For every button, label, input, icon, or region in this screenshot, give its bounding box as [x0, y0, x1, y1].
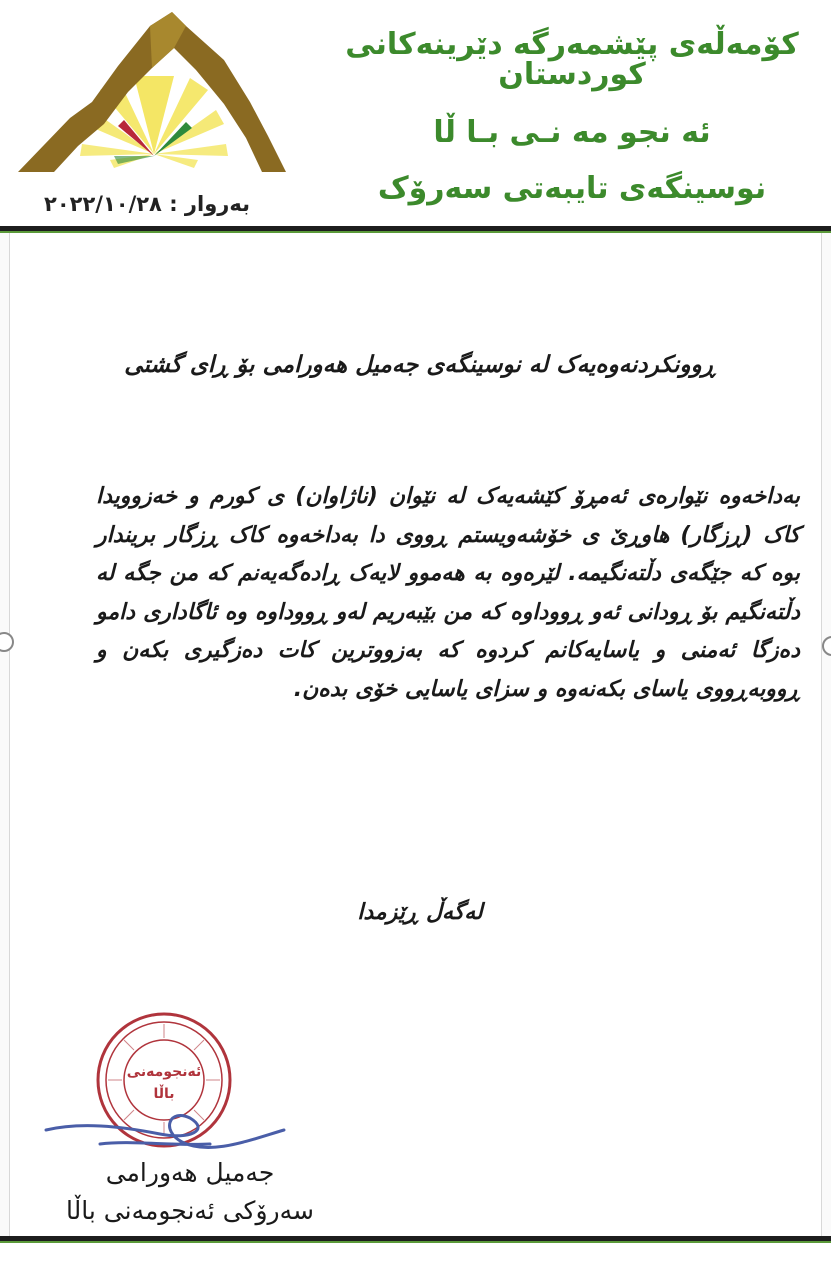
letter-date: بەروار : ٢٠٢٢/١٠/٢٨ — [44, 192, 250, 216]
footer-divider — [0, 1236, 831, 1243]
office-name: نوسینگەی تایبەتی سەرۆک — [377, 171, 767, 206]
stamp-text-bottom: باڵا — [153, 1086, 175, 1102]
stamp-text-top: ئەنجومەنی — [126, 1064, 202, 1080]
letter-body: بەداخەوە نێوارەی ئەمڕۆ كێشەیەک لە نێوان (ناژاوان) ی كورم و خەزوویدا كاک (ڕزگار) هاوڕێ ی خۆشەویستم ڕووی دا بەداخەوە كاک ڕزگار بریندار بوە کە جێگەی دڵتەنگیمە. لێرەوە بە هەموو لایەک ڕادەگەیەنم کە من جگە لە دڵتەنگیم بۆ ڕودانی ئەو ڕووداوە کە من بێبەریم لەو ڕووداوە وە ئاگاداری دامو دەزگا ئەمنی و یاسایەكانم كردوە کە بەزووترین كات دەزگیری بكەن و ڕووبەڕووی یاسای بكەنەوە و سزای یاسایی خۆی بدەن. — [96, 484, 800, 702]
signer-name: جەمیل هەورامی — [105, 1158, 275, 1187]
organization-logo — [14, 6, 294, 188]
organization-name: كۆمەڵەی پێشمەرگە دێرینەكانی كوردستان — [345, 27, 799, 92]
handwritten-signature — [40, 1100, 290, 1160]
page-edge-right — [821, 232, 831, 1242]
council-name: ئە نجو مە نـی بـا ڵا — [433, 115, 711, 150]
organization-header — [337, 27, 807, 206]
letter-closing: لەگەڵ ڕێزمدا — [357, 900, 483, 925]
letter-subject: ڕوونكردنەوەیەک لە نوسینگەی جەمیل هەورامی بۆ ڕای گشتی — [124, 352, 716, 378]
binder-hole-icon — [0, 632, 14, 652]
signer-title: سەرۆكی ئەنجومەنی باڵا — [66, 1196, 314, 1225]
header-divider — [0, 226, 831, 233]
page-edge-left — [0, 232, 10, 1242]
